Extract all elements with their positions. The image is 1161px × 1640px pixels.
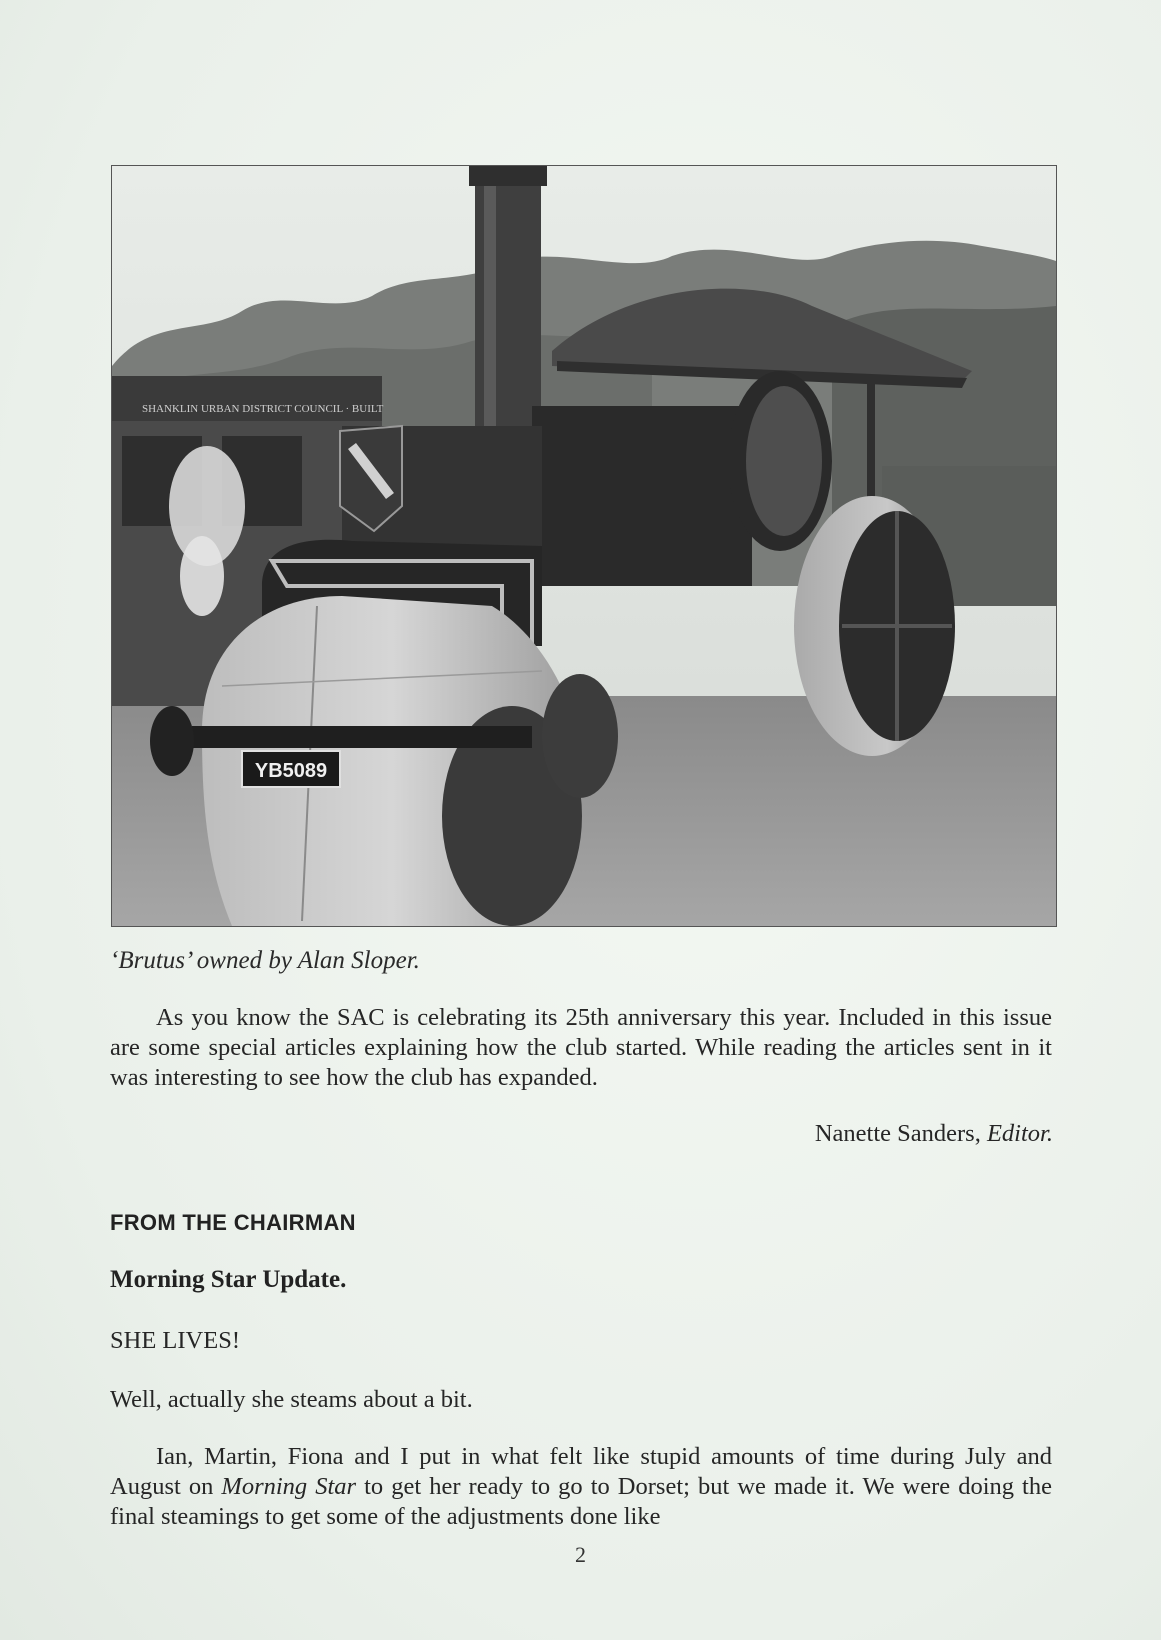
chairman-paragraph bbox=[110, 1442, 1052, 1532]
steams-line: Well, actually she steams about a bit. bbox=[110, 1386, 473, 1413]
editor-role: Editor. bbox=[986, 1120, 1053, 1147]
page-number: 2 bbox=[575, 1542, 586, 1567]
chairman-paragraph-part1: Ian, Martin, Fiona and I put in what felt like stupid amounts of time during July and August on bbox=[110, 1443, 1052, 1500]
chairman-paragraph-italic: Morning Star bbox=[221, 1473, 357, 1500]
section-heading: FROM THE CHAIRMAN bbox=[110, 1210, 356, 1235]
chairman-paragraph-part2: to get her ready to go to Dorset; but we made it. We were doing the final steamings to get some of the adjustments done like bbox=[110, 1473, 1052, 1530]
editor-name: Nanette Sanders, bbox=[814, 1120, 981, 1147]
article-subheading: Morning Star Update. bbox=[110, 1266, 347, 1293]
exclamation-line: SHE LIVES! bbox=[110, 1327, 240, 1354]
intro-paragraph: As you know the SAC is celebrating its 25th anniversary this year. Included in this issue are some special articles explaining how the club started. While reading the articles sent in it was interesting to see how the club has expanded. bbox=[110, 1004, 1052, 1091]
bus-sign-text: SHANKLIN URBAN DISTRICT COUNCIL · BUILT bbox=[142, 403, 384, 415]
steam-roller-photo bbox=[111, 165, 1057, 927]
editor-signature bbox=[815, 1120, 1053, 1148]
number-plate-text: YB5089 bbox=[254, 760, 328, 782]
photo-caption: ‘Brutus’ owned by Alan Sloper. bbox=[110, 947, 420, 974]
